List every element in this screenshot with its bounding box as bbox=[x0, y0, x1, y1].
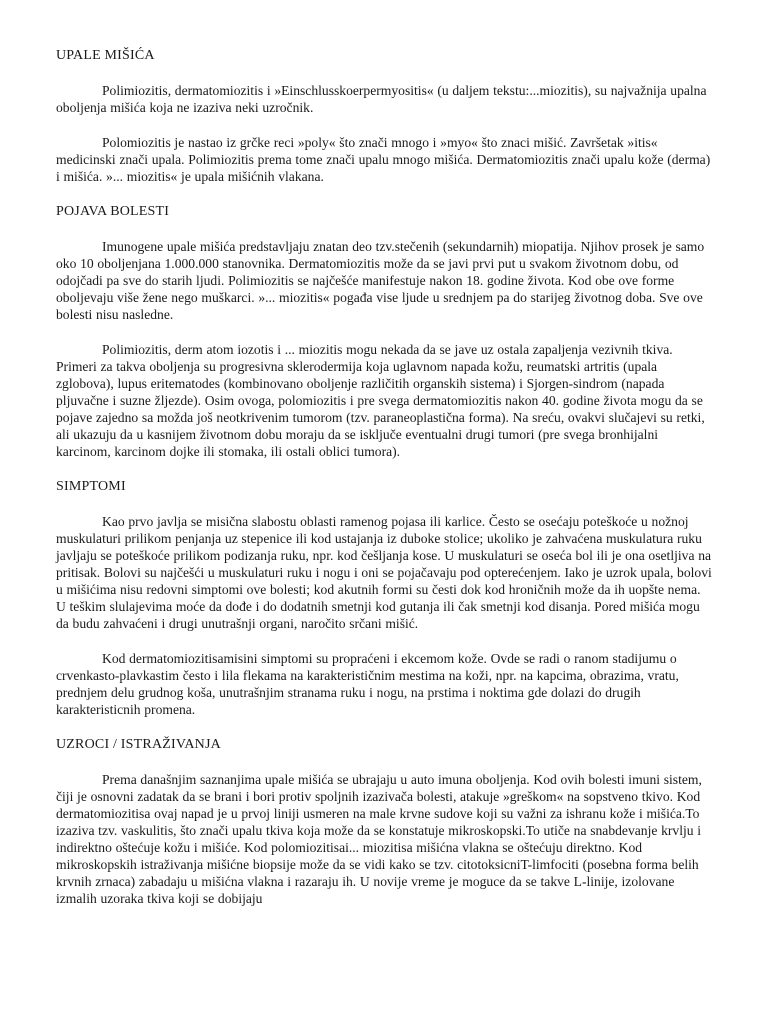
paragraph: Kao prvo javlja se misična slabostu oblasti ramenog pojasa ili karlice. Često se osećaju poteškoće u nožnoj muskulaturi prilikom penjanja uz stepenice ili kod ustajanja iz duboke stolice; ukoliko je zahvaćena muskulatura ruku javljaju se poteškoće prilikom podizanja ruku, npr. kod češljanja kose. U muskulaturi se oseća bol ili je ona osetljiva na pritisak. Bolovi su najčešći u muskulaturi ruku i nogu i oni se pojačavaju pod opterećenjem. Iako je uzrok upala, bolovi u mišićima nisu redovni simptomi ove bolesti; kod akutnih formi su česti dok kod hroničnih može da ih uopšte nema. U teškim slulajevima moće da dođe i do dodatnih smetnji kod gutanja ili čak smetnji kod disanja. Pored mišića mogu da budu zahvaćeni i drugi unutrašnji organi, naročito srčani mišić. bbox=[56, 514, 712, 631]
paragraph: Polomiozitis je nastao iz grčke reci »poly« što znači mnogo i »myo« što znaci mišić. Završetak »itis« medicinski znači upala. Polimiozitis prema tome znači upalu mnogo mišića. Dermatomiozitis znači upalu kože (derma) i mišića. »... miozitis« je upala mišićnih vlakana. bbox=[56, 135, 711, 184]
section-heading-simptomi: SIMPTOMI bbox=[56, 479, 126, 494]
paragraph: Kod dermatomiozitisamisini simptomi su propraćeni i ekcemom kože. Ovde se radi o ranom stadijumu o crvenkasto-plavkastim često i lila flekama na karakterističnim mestima na koži, npr. na kapcima, obrazima, vratu, prednjem delu grudnog koša, unutrašnjim stranama ruku i nogu, na prstima i noktima gde dolazi do drugih karakteristicnih promena. bbox=[56, 651, 679, 717]
paragraph: Prema današnjim saznanjima upale mišića se ubrajaju u auto imuna oboljenja. Kod ovih bolesti imuni sistem, čiji je osnovni zadatak da se brani i bori protiv spoljnih izazivača bolesti, atakuje »greškom« na sopstveno tkivo. Kod dermatomiozitisa ovaj napad je u prvoj liniji usmeren na male krvne sudove koji su važni za ishranu kože i mišića.To izaziva tzv. vaskulitis, što znači upalu tkiva koja može da se konstatuje mikroskopski.To utiče na snabdevanje krvlju i indirektno oštećuje kožu i mišiće. Kod polomiozitisai... miozitisa mišićna vlakna se oštećuju direktno. Kod mikroskopskih istraživanja mišićne biopsije može da se vidi kako se tzv. citotoksicniT-limfociti (posebna forma belih krvnih zrnaca) zabadaju u mišićna vlakna i razaraju ih. U novije vreme je moguce da se takve L-linije, izolovane izmalih uzoraka tkiva koji se dobijaju bbox=[56, 772, 702, 906]
paragraph: Polimiozitis, dermatomiozitis i »Einschlusskoerpermyositis« (u daljem tekstu:...miozitis), su najvažnija upalna oboljenja mišića koja ne izaziva neki uzročnik. bbox=[56, 83, 707, 115]
section-heading-pojava-bolesti: POJAVA BOLESTI bbox=[56, 204, 170, 219]
section-heading-uzroci-istrazivanja: UZROCI / ISTRAŽIVANJA bbox=[56, 737, 221, 752]
paragraph: Imunogene upale mišića predstavljaju znatan deo tzv.stečenih (sekundarnih) miopatija. Njihov prosek je samo oko 10 obolјenјana 1.000.000 stanovnika. Dermatomiozitis može da se javi prvi put u svakom životnom dobu, od odojčadi pa sve do starih ljudi. Polimiozitis se najčešće manifestuje nakon 18. godine života. Kod obe ove forme oboljevaju više žene nego muškarci. »... miozitis« pogađa vise ljude u srednjem pa do starijeg životnog doba. Sve ove bolesti nisu nasledne. bbox=[56, 239, 705, 322]
paragraph: Polimiozitis, derm atom iozotis i ... miozitis mogu nekada da se jave uz ostala zapaljenja vezivnih tkiva. Primeri za takva oboljenja su progresivna sklerodermija koja uglavnom napada kožu, reumatski artritis (upala zglobova), lupus eritematodes (kombinovano oboljenje različitih organskih sistema) i Sjorgen-sindrom (napada pljuvačne i suzne žljezde). Osim ovoga, polomiozitis i pre svega dermatomiozitis nakon 40. godine života mogu da se pojave zajedno sa možda još neotkrivenim tumorom (tzv. paraneoplastična forma). Na sreću, ovakvi slučajevi su retki, ali ukazuju da u kasnijem životnom dobu moraju da se isključe eventualni drugi tumori (pre svega bronhijalni karcinom, karcinom dojke ili stomaka, ili ostali oblici tumora). bbox=[56, 342, 705, 459]
section-heading-upale-misica: UPALE MIŠIĆA bbox=[56, 48, 155, 63]
